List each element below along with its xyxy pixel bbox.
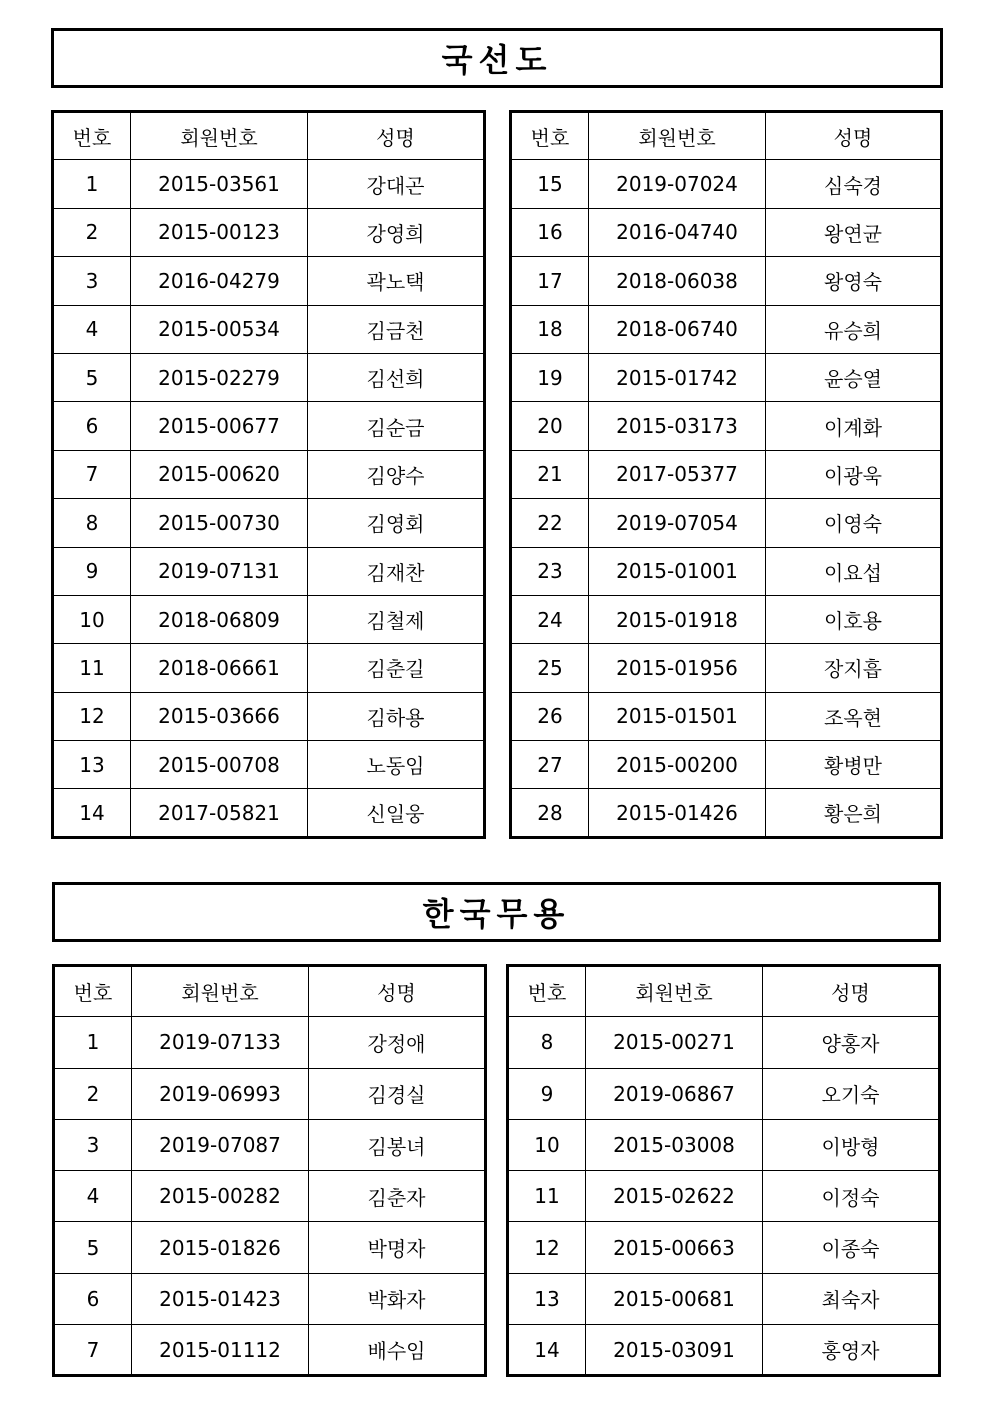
cell-number: 3 bbox=[53, 257, 131, 305]
cell-number: 24 bbox=[511, 595, 589, 643]
header-member-id: 회원번호 bbox=[586, 966, 763, 1017]
cell-name: 박화자 bbox=[309, 1273, 486, 1324]
table-row bbox=[53, 595, 485, 643]
table-row bbox=[53, 644, 485, 692]
cell-member-id: 2018-06661 bbox=[131, 644, 308, 692]
cell-name: 이종숙 bbox=[763, 1222, 940, 1273]
cell-name: 강대곤 bbox=[308, 160, 485, 208]
cell-member-id: 2017-05377 bbox=[589, 450, 766, 498]
table-row bbox=[54, 1017, 486, 1068]
cell-name: 오기숙 bbox=[763, 1068, 940, 1119]
cell-member-id: 2015-00681 bbox=[586, 1273, 763, 1324]
cell-member-id: 2019-07131 bbox=[131, 547, 308, 595]
table-row bbox=[511, 160, 942, 208]
table-row bbox=[508, 1068, 940, 1119]
cell-number: 13 bbox=[53, 741, 131, 789]
cell-number: 14 bbox=[53, 789, 131, 837]
cell-member-id: 2015-00534 bbox=[131, 305, 308, 353]
cell-number: 2 bbox=[54, 1068, 132, 1119]
cell-member-id: 2016-04279 bbox=[131, 257, 308, 305]
cell-name: 이요섭 bbox=[766, 547, 942, 595]
table-row bbox=[511, 644, 942, 692]
cell-name: 심숙경 bbox=[766, 160, 942, 208]
table-row bbox=[53, 305, 485, 353]
cell-name: 이광욱 bbox=[766, 450, 942, 498]
cell-name: 강영희 bbox=[308, 208, 485, 256]
table-row bbox=[53, 789, 485, 837]
table-row bbox=[53, 208, 485, 256]
header-number: 번호 bbox=[54, 966, 132, 1017]
cell-name: 강정애 bbox=[309, 1017, 486, 1068]
cell-member-id: 2015-01001 bbox=[589, 547, 766, 595]
cell-number: 28 bbox=[511, 789, 589, 837]
cell-number: 10 bbox=[53, 595, 131, 643]
member-table-right bbox=[509, 110, 943, 839]
cell-name: 김순금 bbox=[308, 402, 485, 450]
cell-member-id: 2015-03666 bbox=[131, 692, 308, 740]
cell-member-id: 2015-00677 bbox=[131, 402, 308, 450]
cell-name: 김금천 bbox=[308, 305, 485, 353]
cell-name: 장지흡 bbox=[766, 644, 942, 692]
cell-number: 18 bbox=[511, 305, 589, 353]
cell-member-id: 2019-06993 bbox=[132, 1068, 309, 1119]
cell-number: 8 bbox=[53, 499, 131, 547]
cell-number: 7 bbox=[53, 450, 131, 498]
header-name: 성명 bbox=[766, 112, 942, 160]
header-number: 번호 bbox=[53, 112, 131, 160]
cell-name: 노동임 bbox=[308, 741, 485, 789]
section-title-gukseondo: 국선도 bbox=[51, 28, 943, 88]
cell-name: 김춘자 bbox=[309, 1171, 486, 1222]
cell-name: 이계화 bbox=[766, 402, 942, 450]
cell-name: 이정숙 bbox=[763, 1171, 940, 1222]
cell-member-id: 2015-03008 bbox=[586, 1119, 763, 1170]
header-number: 번호 bbox=[508, 966, 586, 1017]
cell-member-id: 2019-07054 bbox=[589, 499, 766, 547]
cell-member-id: 2015-02279 bbox=[131, 353, 308, 401]
table-row bbox=[53, 547, 485, 595]
cell-member-id: 2015-01826 bbox=[132, 1222, 309, 1273]
table-row bbox=[508, 1273, 940, 1324]
cell-member-id: 2015-01742 bbox=[589, 353, 766, 401]
cell-member-id: 2015-00663 bbox=[586, 1222, 763, 1273]
cell-number: 5 bbox=[54, 1222, 132, 1273]
cell-name: 이영숙 bbox=[766, 499, 942, 547]
table-row bbox=[511, 353, 942, 401]
cell-name: 김양수 bbox=[308, 450, 485, 498]
table-row bbox=[511, 741, 942, 789]
header-name: 성명 bbox=[309, 966, 486, 1017]
cell-member-id: 2015-01501 bbox=[589, 692, 766, 740]
cell-number: 11 bbox=[53, 644, 131, 692]
cell-number: 27 bbox=[511, 741, 589, 789]
table-row bbox=[511, 692, 942, 740]
cell-number: 13 bbox=[508, 1273, 586, 1324]
table-row bbox=[54, 1171, 486, 1222]
cell-name: 황병만 bbox=[766, 741, 942, 789]
table-header-row bbox=[54, 966, 486, 1017]
header-number: 번호 bbox=[511, 112, 589, 160]
cell-number: 21 bbox=[511, 450, 589, 498]
cell-number: 10 bbox=[508, 1119, 586, 1170]
cell-name: 김춘길 bbox=[308, 644, 485, 692]
cell-name: 조옥현 bbox=[766, 692, 942, 740]
table-row bbox=[511, 257, 942, 305]
cell-member-id: 2018-06809 bbox=[131, 595, 308, 643]
cell-name: 유승희 bbox=[766, 305, 942, 353]
cell-member-id: 2015-02622 bbox=[586, 1171, 763, 1222]
table-row bbox=[54, 1325, 486, 1376]
table-row bbox=[511, 499, 942, 547]
cell-name: 김철제 bbox=[308, 595, 485, 643]
table-row bbox=[53, 692, 485, 740]
cell-member-id: 2018-06038 bbox=[589, 257, 766, 305]
cell-number: 22 bbox=[511, 499, 589, 547]
table-row bbox=[508, 1325, 940, 1376]
table-row bbox=[511, 208, 942, 256]
cell-number: 1 bbox=[53, 160, 131, 208]
header-member-id: 회원번호 bbox=[589, 112, 766, 160]
cell-number: 12 bbox=[508, 1222, 586, 1273]
table-row bbox=[53, 160, 485, 208]
cell-member-id: 2019-06867 bbox=[586, 1068, 763, 1119]
cell-name: 박명자 bbox=[309, 1222, 486, 1273]
cell-number: 15 bbox=[511, 160, 589, 208]
cell-number: 9 bbox=[508, 1068, 586, 1119]
cell-name: 이방형 bbox=[763, 1119, 940, 1170]
cell-name: 황은희 bbox=[766, 789, 942, 837]
cell-member-id: 2015-03561 bbox=[131, 160, 308, 208]
table-row bbox=[508, 1119, 940, 1170]
cell-number: 14 bbox=[508, 1325, 586, 1376]
cell-member-id: 2015-01423 bbox=[132, 1273, 309, 1324]
cell-number: 20 bbox=[511, 402, 589, 450]
cell-member-id: 2015-01426 bbox=[589, 789, 766, 837]
cell-number: 6 bbox=[53, 402, 131, 450]
table-row bbox=[53, 741, 485, 789]
cell-member-id: 2015-01956 bbox=[589, 644, 766, 692]
table-row bbox=[511, 595, 942, 643]
cell-number: 5 bbox=[53, 353, 131, 401]
header-name: 성명 bbox=[763, 966, 940, 1017]
member-table-left bbox=[52, 964, 487, 1377]
table-row bbox=[511, 402, 942, 450]
cell-name: 김하용 bbox=[308, 692, 485, 740]
cell-number: 8 bbox=[508, 1017, 586, 1068]
section-title-korean-dance: 한국무용 bbox=[52, 882, 941, 942]
table-row bbox=[54, 1222, 486, 1273]
table-row bbox=[511, 789, 942, 837]
table-row bbox=[508, 1222, 940, 1273]
table-row bbox=[508, 1171, 940, 1222]
cell-number: 12 bbox=[53, 692, 131, 740]
table-row bbox=[508, 1017, 940, 1068]
table-row bbox=[511, 450, 942, 498]
cell-name: 왕연균 bbox=[766, 208, 942, 256]
cell-number: 23 bbox=[511, 547, 589, 595]
cell-member-id: 2015-00123 bbox=[131, 208, 308, 256]
cell-name: 김영회 bbox=[308, 499, 485, 547]
cell-name: 곽노택 bbox=[308, 257, 485, 305]
cell-number: 19 bbox=[511, 353, 589, 401]
cell-name: 이호용 bbox=[766, 595, 942, 643]
cell-number: 3 bbox=[54, 1119, 132, 1170]
cell-member-id: 2019-07087 bbox=[132, 1119, 309, 1170]
table-row bbox=[53, 402, 485, 450]
cell-number: 4 bbox=[54, 1171, 132, 1222]
cell-member-id: 2015-03091 bbox=[586, 1325, 763, 1376]
cell-name: 김선희 bbox=[308, 353, 485, 401]
cell-number: 6 bbox=[54, 1273, 132, 1324]
cell-member-id: 2015-01112 bbox=[132, 1325, 309, 1376]
cell-number: 2 bbox=[53, 208, 131, 256]
table-row bbox=[54, 1273, 486, 1324]
table-header-row bbox=[53, 112, 485, 160]
cell-number: 25 bbox=[511, 644, 589, 692]
table-row bbox=[53, 353, 485, 401]
header-member-id: 회원번호 bbox=[131, 112, 308, 160]
cell-name: 신일웅 bbox=[308, 789, 485, 837]
cell-member-id: 2015-01918 bbox=[589, 595, 766, 643]
cell-member-id: 2015-00282 bbox=[132, 1171, 309, 1222]
cell-name: 홍영자 bbox=[763, 1325, 940, 1376]
cell-member-id: 2016-04740 bbox=[589, 208, 766, 256]
table-header-row bbox=[508, 966, 940, 1017]
table-row bbox=[53, 450, 485, 498]
cell-name: 양홍자 bbox=[763, 1017, 940, 1068]
table-row bbox=[53, 499, 485, 547]
table-row bbox=[511, 305, 942, 353]
table-row bbox=[54, 1119, 486, 1170]
cell-member-id: 2015-00271 bbox=[586, 1017, 763, 1068]
table-row bbox=[511, 547, 942, 595]
cell-member-id: 2019-07133 bbox=[132, 1017, 309, 1068]
cell-name: 왕영숙 bbox=[766, 257, 942, 305]
cell-name: 김봉녀 bbox=[309, 1119, 486, 1170]
cell-number: 1 bbox=[54, 1017, 132, 1068]
header-name: 성명 bbox=[308, 112, 485, 160]
cell-member-id: 2015-00730 bbox=[131, 499, 308, 547]
cell-number: 9 bbox=[53, 547, 131, 595]
member-table-left bbox=[51, 110, 486, 839]
cell-name: 최숙자 bbox=[763, 1273, 940, 1324]
cell-number: 17 bbox=[511, 257, 589, 305]
cell-member-id: 2015-00620 bbox=[131, 450, 308, 498]
cell-name: 김경실 bbox=[309, 1068, 486, 1119]
cell-number: 4 bbox=[53, 305, 131, 353]
table-row bbox=[53, 257, 485, 305]
cell-member-id: 2015-03173 bbox=[589, 402, 766, 450]
cell-name: 김재찬 bbox=[308, 547, 485, 595]
cell-number: 11 bbox=[508, 1171, 586, 1222]
member-table-right bbox=[506, 964, 941, 1377]
cell-number: 7 bbox=[54, 1325, 132, 1376]
header-member-id: 회원번호 bbox=[132, 966, 309, 1017]
cell-name: 윤승열 bbox=[766, 353, 942, 401]
table-header-row bbox=[511, 112, 942, 160]
cell-member-id: 2015-00708 bbox=[131, 741, 308, 789]
table-row bbox=[54, 1068, 486, 1119]
cell-member-id: 2017-05821 bbox=[131, 789, 308, 837]
cell-number: 26 bbox=[511, 692, 589, 740]
cell-member-id: 2015-00200 bbox=[589, 741, 766, 789]
cell-number: 16 bbox=[511, 208, 589, 256]
cell-member-id: 2019-07024 bbox=[589, 160, 766, 208]
cell-member-id: 2018-06740 bbox=[589, 305, 766, 353]
cell-name: 배수임 bbox=[309, 1325, 486, 1376]
